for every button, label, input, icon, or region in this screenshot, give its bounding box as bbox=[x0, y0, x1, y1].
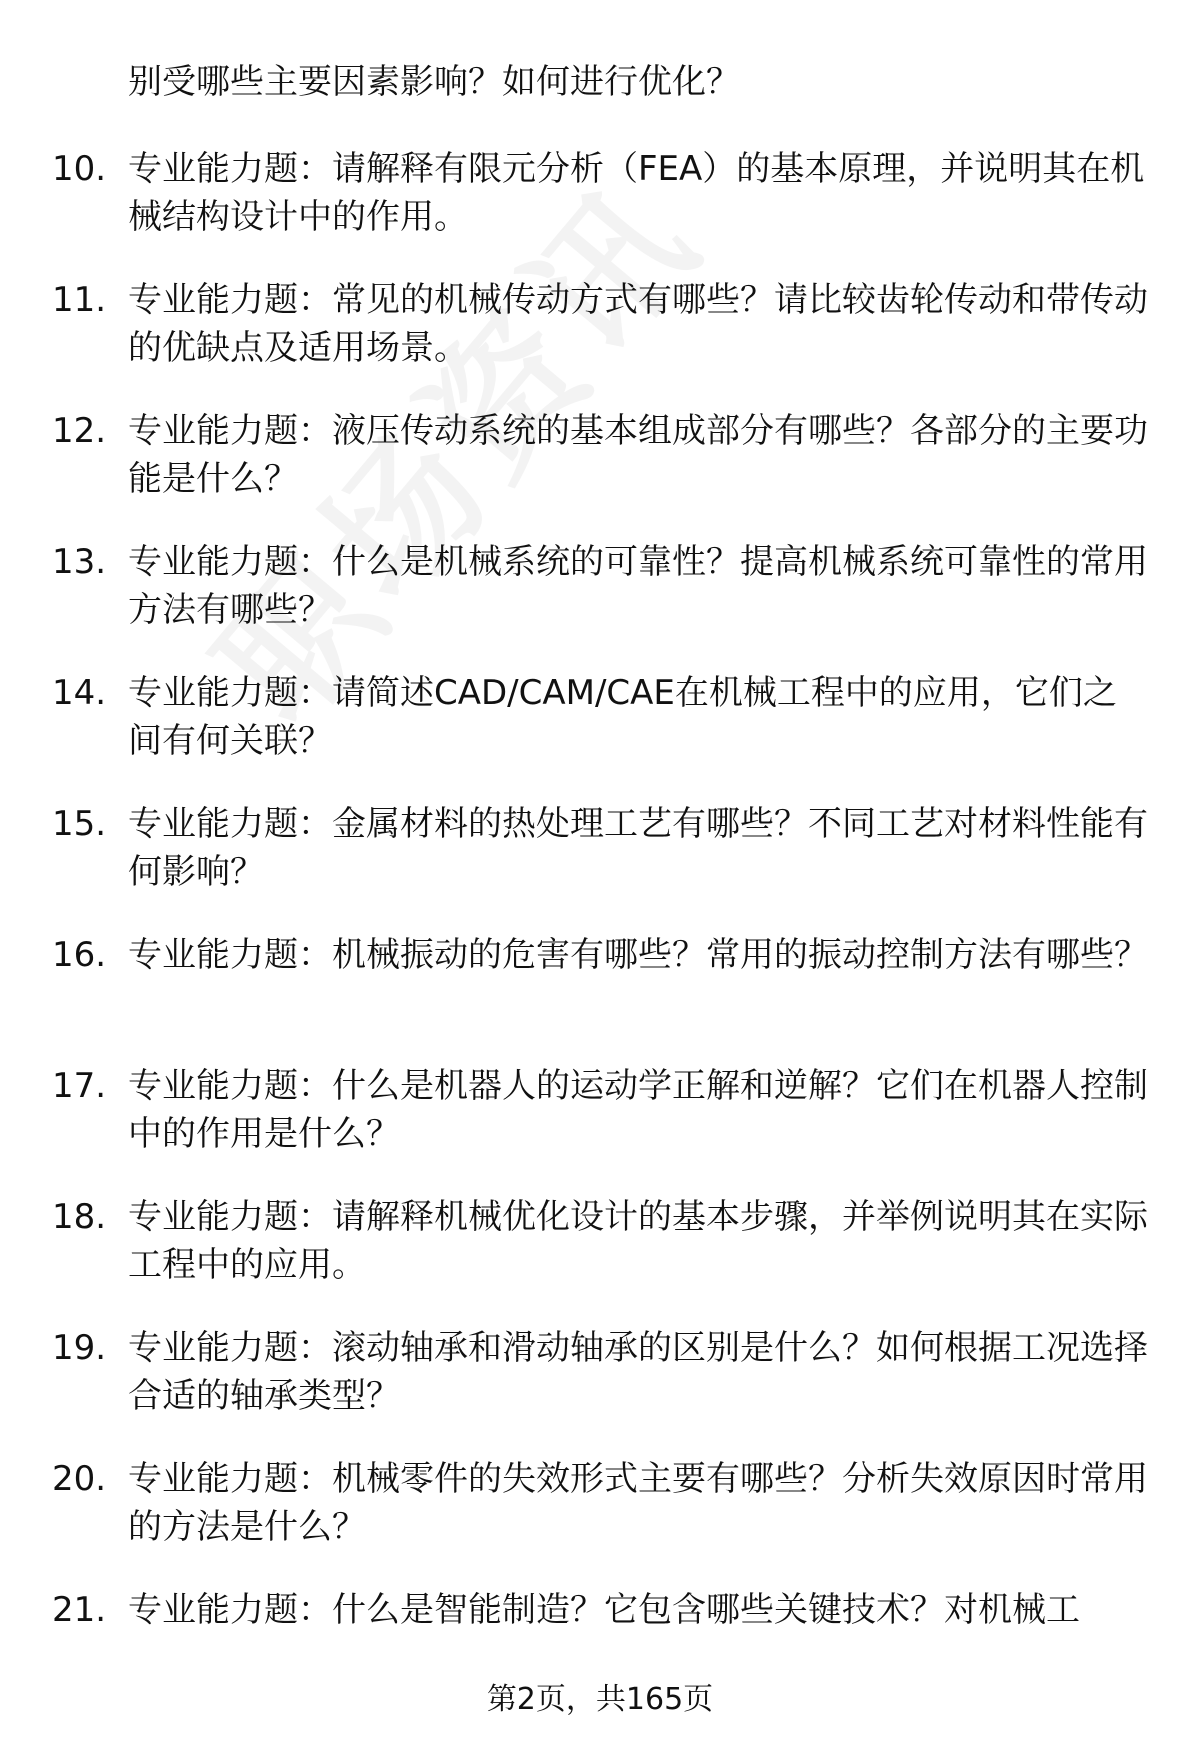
question-number: 15. bbox=[52, 804, 107, 844]
page-number-footer: 第2页，共165页 bbox=[486, 1682, 714, 1717]
question-text: 专业能力题：滚动轴承和滑动轴承的区别是什么？如何根据工况选择合适的轴承类型？ bbox=[128, 1328, 1148, 1416]
question-text: 专业能力题：什么是机械系统的可靠性？提高机械系统可靠性的常用方法有哪些？ bbox=[128, 542, 1148, 630]
question-text: 专业能力题：机械振动的危害有哪些？常用的振动控制方法有哪些？ bbox=[128, 935, 1148, 975]
question-number: 20. bbox=[52, 1459, 107, 1499]
question-text: 专业能力题：请解释机械优化设计的基本步骤，并举例说明其在实际工程中的应用。 bbox=[128, 1197, 1148, 1285]
question-number: 16. bbox=[52, 935, 107, 975]
question-number: 17. bbox=[52, 1066, 107, 1106]
question-text: 专业能力题：请解释有限元分析（FEA）的基本原理，并说明其在机械结构设计中的作用。 bbox=[128, 149, 1145, 237]
question-text: 专业能力题：请简述CAD/CAM/CAE在机械工程中的应用，它们之间有何关联？ bbox=[128, 673, 1117, 761]
question-number: 14. bbox=[52, 673, 107, 713]
question-text: 专业能力题：液压传动系统的基本组成部分有哪些？各部分的主要功能是什么？ bbox=[128, 411, 1148, 499]
question-number: 19. bbox=[52, 1328, 107, 1368]
continuation-text: 别受哪些主要因素影响？如何进行优化？ bbox=[128, 62, 740, 102]
question-number: 21. bbox=[52, 1590, 107, 1630]
question-number: 13. bbox=[52, 542, 107, 582]
question-text: 专业能力题：金属材料的热处理工艺有哪些？不同工艺对材料性能有何影响？ bbox=[128, 804, 1148, 892]
question-text: 专业能力题：什么是机器人的运动学正解和逆解？它们在机器人控制中的作用是什么？ bbox=[128, 1066, 1148, 1154]
question-number: 10. bbox=[52, 149, 107, 189]
question-text: 专业能力题：常见的机械传动方式有哪些？请比较齿轮传动和带传动的优缺点及适用场景。 bbox=[128, 280, 1148, 368]
question-number: 11. bbox=[52, 280, 107, 320]
question-text: 专业能力题：机械零件的失效形式主要有哪些？分析失效原因时常用的方法是什么？ bbox=[128, 1459, 1148, 1547]
question-number: 12. bbox=[52, 411, 107, 451]
question-text: 专业能力题：什么是智能制造？它包含哪些关键技术？对机械工 bbox=[128, 1590, 1080, 1630]
question-number: 18. bbox=[52, 1197, 107, 1237]
